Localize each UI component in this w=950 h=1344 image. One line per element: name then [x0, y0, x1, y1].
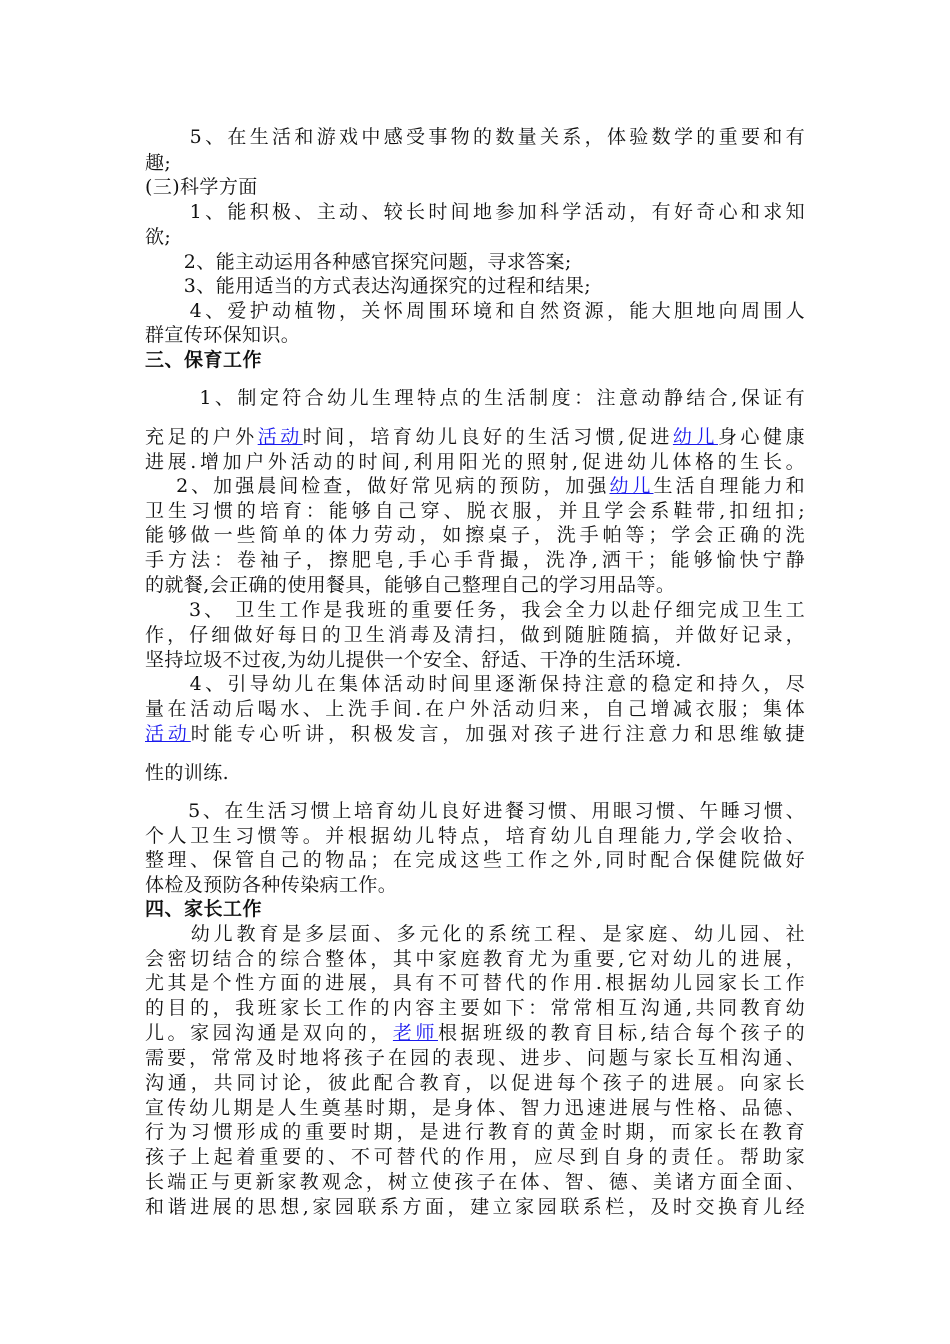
paragraph-line — [145, 1169, 805, 1195]
paragraph-line — [145, 995, 805, 1021]
paragraph-line — [145, 647, 682, 673]
text-run: (三)科学方面 — [145, 176, 258, 198]
hyperlink[interactable]: 幼儿 — [672, 426, 718, 448]
text-run: 儿。家园沟通是双向的， — [145, 1022, 393, 1044]
paragraph-line — [145, 298, 805, 324]
section-heading — [145, 896, 262, 922]
paragraph-line — [145, 970, 805, 996]
text-run: 四、家长工作 — [145, 898, 263, 920]
paragraph-line — [145, 424, 805, 450]
text-run: 孩子上起着重要的、不可替代的作用，应尽到自身的责任。帮助家 — [145, 1146, 805, 1168]
hyperlink[interactable]: 幼儿 — [609, 475, 654, 497]
text-run: 体检及预防各种传染病工作。 — [145, 874, 398, 896]
text-run: 时能专心听讲，积极发言，加强对孩子进行注意力和思维敏捷 — [190, 723, 805, 745]
text-run: 3、 卫生工作是我班的重要任务，我会全力以赴仔细完成卫生工 — [145, 599, 805, 621]
text-run: 性的训练. — [145, 762, 230, 784]
text-run: 3、能用适当的方式表达沟通探究的过程和结果; — [145, 275, 592, 297]
hyperlink[interactable]: 活动 — [145, 723, 191, 745]
text-run: 能够做一些简单的体力劳动，如擦桌子，洗手帕等；学会正确的洗 — [145, 524, 805, 546]
hyperlink[interactable]: 老师 — [392, 1022, 438, 1044]
paragraph-line — [145, 547, 805, 573]
paragraph-line — [145, 1020, 805, 1046]
paragraph-line — [145, 946, 805, 972]
section-subheading — [145, 174, 258, 200]
paragraph-line — [145, 798, 805, 824]
paragraph-line — [145, 671, 805, 697]
text-run: 2、能主动运用各种感官探究问题，寻求答案; — [145, 251, 572, 273]
text-run: 沟通，共同讨论，彼此配合教育，以促进每个孩子的进展。向家长 — [145, 1072, 805, 1094]
paragraph-line — [145, 473, 805, 499]
text-run: 2、加强晨间检查，做好常见病的预防，加强 — [145, 475, 610, 497]
paragraph-line — [145, 449, 805, 475]
text-run: 进展.增加户外活动的时间,利用阳光的照射,促进幼儿体格的生长。 — [145, 451, 805, 473]
paragraph-line — [145, 872, 397, 898]
paragraph-line — [145, 921, 805, 947]
text-run: 1、能积极、主动、较长时间地参加科学活动，有好奇心和求知 — [145, 201, 805, 223]
section-heading — [145, 347, 262, 373]
text-run: 长端正与更新家教观念，树立使孩子在体、智、德、美诸方面全面、 — [145, 1171, 805, 1193]
paragraph-line — [145, 1119, 805, 1145]
text-run: 4、爱护动植物，关怀周围环境和自然资源，能大胆地向周围人 — [145, 300, 805, 322]
text-run: 个人卫生习惯等。并根据幼儿特点，培育幼儿自理能力,学会收拾、 — [145, 825, 805, 847]
paragraph-line — [145, 847, 805, 873]
paragraph-line — [145, 322, 300, 348]
paragraph-line — [145, 522, 805, 548]
paragraph-line — [145, 622, 805, 648]
text-run: 5、在生活和游戏中感受事物的数量关系，体验数学的重要和有 — [145, 126, 805, 148]
text-run: 整理、保管自己的物品；在完成这些工作之外,同时配合保健院做好 — [145, 849, 805, 871]
paragraph-line — [145, 696, 805, 722]
paragraph-line — [145, 1070, 805, 1096]
text-run: 坚持垃圾不过夜,为幼儿提供一个安全、舒适、干净的生活环境. — [145, 649, 682, 671]
text-run: 需要，常常及时地将孩子在园的表现、进步、问题与家长互相沟通、 — [145, 1047, 805, 1069]
text-run: 生活自理能力和 — [653, 475, 805, 497]
text-run: 4、引导幼儿在集体活动时间里逐渐保持注意的稳定和持久，尽 — [145, 673, 805, 695]
text-run: 尤其是个性方面的进展，具有不可替代的作用.根据幼儿园家长工作 — [145, 972, 805, 994]
text-run: 时间，培育幼儿良好的生活习惯,促进 — [302, 426, 673, 448]
text-run: 卫生习惯的培育：能够自己穿、脱衣服，并且学会系鞋带,扣纽扣; — [145, 500, 805, 522]
paragraph-line — [145, 1095, 805, 1121]
text-run: 作，仔细做好每日的卫生消毒及清扫，做到随脏随搞，并做好记录， — [145, 624, 805, 646]
paragraph-line — [145, 721, 805, 747]
paragraph-line — [145, 1144, 805, 1170]
hyperlink[interactable]: 活动 — [257, 426, 303, 448]
text-run: 三、保育工作 — [145, 349, 263, 371]
paragraph-line — [145, 572, 675, 598]
text-run: 充足的户外 — [145, 426, 258, 448]
paragraph-line — [145, 1045, 805, 1071]
paragraph-line — [145, 760, 229, 786]
text-run: 行为习惯形成的重要时期，是进行教育的黄金时期，而家长在教育 — [145, 1121, 805, 1143]
text-run: 根据班级的教育目标,结合每个孩子的 — [437, 1022, 805, 1044]
text-run: 趣; — [145, 152, 172, 174]
text-run: 宣传幼儿期是人生奠基时期，是身体、智力迅速进展与性格、品德、 — [145, 1097, 805, 1119]
paragraph-line — [145, 224, 171, 250]
paragraph-line — [145, 199, 805, 225]
paragraph-line — [145, 385, 805, 411]
paragraph-line — [145, 597, 805, 623]
text-run: 的就餐,会正确的使用餐具，能够自己整理自己的学习用品等。 — [145, 574, 676, 596]
text-run: 会密切结合的综合整体，其中家庭教育尤为重要,它对幼儿的进展， — [145, 948, 805, 970]
text-run: 手方法：卷袖子，擦肥皂,手心手背撮，洗净,洒干；能够愉快宁静 — [145, 549, 805, 571]
paragraph-line — [145, 823, 805, 849]
paragraph-line — [145, 124, 805, 150]
text-run: 量在活动后喝水、上洗手间.在户外活动归来，自己增减衣服；集体 — [145, 698, 805, 720]
text-run: 1、制定符合幼儿生理特点的生活制度：注意动静结合,保证有 — [145, 387, 805, 409]
paragraph-line — [145, 150, 171, 176]
paragraph-line — [145, 249, 572, 275]
paragraph-line — [145, 273, 591, 299]
paragraph-line — [145, 498, 805, 524]
paragraph-line — [145, 1194, 805, 1220]
text-run: 群宣传环保知识。 — [145, 324, 301, 346]
text-run: 5、在生活习惯上培育幼儿良好进餐习惯、用眼习惯、午睡习惯、 — [145, 800, 805, 822]
text-run: 幼儿教育是多层面、多元化的系统工程、是家庭、幼儿园、社 — [145, 923, 805, 945]
text-run: 身心健康 — [717, 426, 805, 448]
text-run: 欲; — [145, 226, 172, 248]
text-run: 和谐进展的思想,家园联系方面，建立家园联系栏，及时交换育儿经 — [145, 1196, 805, 1218]
text-run: 的目的，我班家长工作的内容主要如下：常常相互沟通,共同教育幼 — [145, 997, 805, 1019]
